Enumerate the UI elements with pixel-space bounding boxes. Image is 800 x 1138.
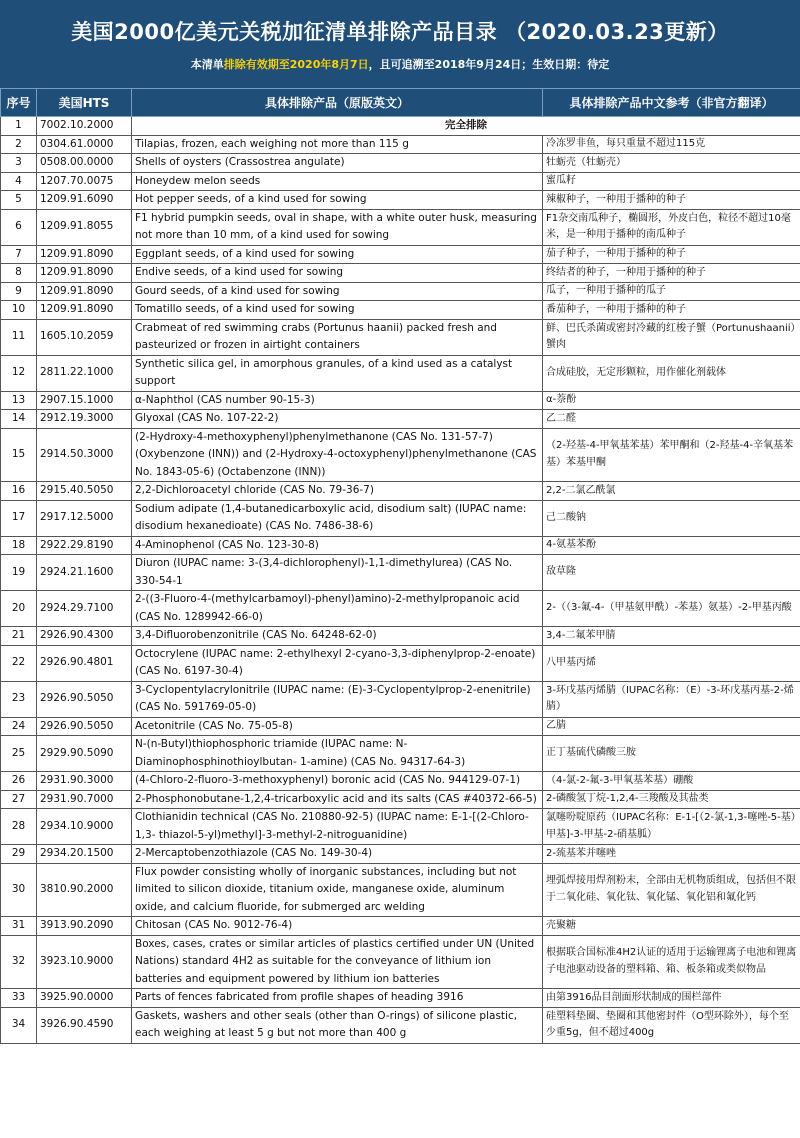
product-english: Eggplant seeds, of a kind used for sowing bbox=[132, 245, 543, 264]
product-english: 3,4-Difluorobenzonitrile (CAS No. 64248-62-0) bbox=[132, 627, 543, 646]
product-english: Clothianidin technical (CAS No. 210880-92-5) (IUPAC name: E-1-[(2-Chloro-1,3- thiazol-5-yl)methyl]-3-methyl-2-nitroguanidine) bbox=[132, 809, 543, 845]
product-chinese: F1杂交南瓜种子，椭圆形，外皮白色，粒径不超过10毫米，是一种用于播种的南瓜种子 bbox=[543, 209, 800, 245]
row-number: 21 bbox=[1, 627, 37, 646]
product-english: 4-Aminophenol (CAS No. 123-30-8) bbox=[132, 536, 543, 555]
hts-code: 1209.91.6090 bbox=[37, 191, 132, 210]
product-chinese: 3,4-二氟苯甲腈 bbox=[543, 627, 800, 646]
hts-code: 2915.40.5050 bbox=[37, 482, 132, 501]
product-chinese: 2-巯基苯并噻唑 bbox=[543, 845, 800, 864]
table-row bbox=[1, 172, 800, 191]
hts-code: 1209.91.8055 bbox=[37, 209, 132, 245]
product-english: Tilapias, frozen, each weighing not more than 115 g bbox=[132, 135, 543, 154]
table-row bbox=[1, 536, 800, 555]
table-body bbox=[1, 117, 800, 1044]
table-row bbox=[1, 772, 800, 791]
hts-code: 2934.20.1500 bbox=[37, 845, 132, 864]
product-chinese: 正丁基硫代磷酸三胺 bbox=[543, 736, 800, 772]
product-english: Crabmeat of red swimming crabs (Portunus haanii) packed fresh and pasteurized or frozen in airtight containers bbox=[132, 319, 543, 355]
row-number: 22 bbox=[1, 645, 37, 681]
product-chinese: 2-磷酸氢丁烷-1,2,4-三羧酸及其盐类 bbox=[543, 790, 800, 809]
product-chinese: 茄子种子，一种用于播种的种子 bbox=[543, 245, 800, 264]
hts-code: 1209.91.8090 bbox=[37, 282, 132, 301]
hts-code: 0508.00.0000 bbox=[37, 154, 132, 173]
hts-code: 2931.90.7000 bbox=[37, 790, 132, 809]
product-chinese: 冷冻罗非鱼，每只重量不超过115克 bbox=[543, 135, 800, 154]
product-english: 3-Cyclopentylacrylonitrile (IUPAC name: (E)-3-Cyclopentylprop-2-enenitrile) (CAS No. 591769-05-0) bbox=[132, 681, 543, 717]
product-chinese: 终结者的种子，一种用于播种的种子 bbox=[543, 264, 800, 283]
product-english: Synthetic silica gel, in amorphous granules, of a kind used as a catalyst support bbox=[132, 355, 543, 391]
full-exclusion-note: 完全排除 bbox=[132, 117, 800, 136]
hts-code: 2914.50.3000 bbox=[37, 428, 132, 482]
hts-code: 3923.10.9000 bbox=[37, 935, 132, 989]
table-row bbox=[1, 717, 800, 736]
product-english: 2,2-Dichloroacetyl chloride (CAS No. 79-36-7) bbox=[132, 482, 543, 501]
product-english: F1 hybrid pumpkin seeds, oval in shape, with a white outer husk, measuring not more than 10 mm, of a kind used for sowing bbox=[132, 209, 543, 245]
row-number: 23 bbox=[1, 681, 37, 717]
product-english: (2-Hydroxy-4-methoxyphenyl)phenylmethanone (CAS No. 131-57-7) (Oxybenzone (INN)) and (2-Hydroxy-4-octoxyphenyl)phenylmethanone (CAS No. 1843-05-6) (Octabenzone (INN)) bbox=[132, 428, 543, 482]
row-number: 27 bbox=[1, 790, 37, 809]
product-chinese: 辣椒种子，一种用于播种的种子 bbox=[543, 191, 800, 210]
product-english: 2-((3-Fluoro-4-(methylcarbamoyl)-phenyl)amino)-2-methylpropanoic acid (CAS No. 1289942-66-0) bbox=[132, 591, 543, 627]
table-row bbox=[1, 935, 800, 989]
table-row bbox=[1, 355, 800, 391]
hts-code: 2912.19.3000 bbox=[37, 410, 132, 429]
product-chinese: 埋弧焊接用焊剂粉末，全部由无机物质组成，包括但不限于二氧化硅、氧化钛、氧化锰、氧化铝和氟化钙 bbox=[543, 863, 800, 917]
row-number: 5 bbox=[1, 191, 37, 210]
product-english: 2-Mercaptobenzothiazole (CAS No. 149-30-4) bbox=[132, 845, 543, 864]
table-row bbox=[1, 681, 800, 717]
hts-code: 3810.90.2000 bbox=[37, 863, 132, 917]
table-row bbox=[1, 191, 800, 210]
product-chinese: 乙腈 bbox=[543, 717, 800, 736]
product-chinese: 鲜、巴氏杀菌或密封冷藏的红梭子蟹（Portunushaanii）蟹肉 bbox=[543, 319, 800, 355]
hts-code: 2924.29.7100 bbox=[37, 591, 132, 627]
row-number: 17 bbox=[1, 500, 37, 536]
hts-code: 0304.61.0000 bbox=[37, 135, 132, 154]
table-header-row bbox=[1, 89, 800, 117]
table-row bbox=[1, 282, 800, 301]
row-number: 8 bbox=[1, 264, 37, 283]
table-row bbox=[1, 319, 800, 355]
column-header-english: 具体排除产品（原版英文） bbox=[132, 89, 543, 117]
hts-code: 3926.90.4590 bbox=[37, 1007, 132, 1043]
subtitle-suffix: ，且可追溯至2018年9月24日；生效日期：待定 bbox=[368, 58, 610, 71]
hts-code: 1209.91.8090 bbox=[37, 264, 132, 283]
table-row bbox=[1, 245, 800, 264]
product-chinese: 牡蛎壳（牡蛎壳） bbox=[543, 154, 800, 173]
row-number: 25 bbox=[1, 736, 37, 772]
row-number: 20 bbox=[1, 591, 37, 627]
column-header-no: 序号 bbox=[1, 89, 37, 117]
hts-code: 2929.90.5090 bbox=[37, 736, 132, 772]
row-number: 2 bbox=[1, 135, 37, 154]
product-chinese: 根据联合国标准4H2认证的适用于运输锂离子电池和锂离子电池驱动设备的塑料箱、箱、板条箱或类似物品 bbox=[543, 935, 800, 989]
column-header-hts: 美国HTS bbox=[37, 89, 132, 117]
hts-code: 3925.90.0000 bbox=[37, 989, 132, 1008]
product-chinese: 2-（（3-氟-4-（甲基氨甲酰）-苯基）氨基）-2-甲基丙酸 bbox=[543, 591, 800, 627]
table-row bbox=[1, 482, 800, 501]
subtitle-highlight: 排除有效期至2020年8月7日 bbox=[223, 58, 369, 71]
table-row bbox=[1, 591, 800, 627]
table-row bbox=[1, 500, 800, 536]
product-chinese: 由第3916品目剖面形状制成的围栏部件 bbox=[543, 989, 800, 1008]
row-number: 33 bbox=[1, 989, 37, 1008]
row-number: 16 bbox=[1, 482, 37, 501]
product-chinese: （2-羟基-4-甲氧基苯基）苯甲酮和（2-羟基-4-辛氧基苯基）苯基甲酮 bbox=[543, 428, 800, 482]
product-english: N-(n-Butyl)thiophosphoric triamide (IUPAC name: N-Diaminophosphinothioylbutan- 1-amine) (CAS No. 94317-64-3) bbox=[132, 736, 543, 772]
row-number: 4 bbox=[1, 172, 37, 191]
table-row bbox=[1, 154, 800, 173]
table-row bbox=[1, 989, 800, 1008]
product-english: (4-Chloro-2-fluoro-3-methoxyphenyl) boronic acid (CAS No. 944129-07-1) bbox=[132, 772, 543, 791]
hts-code: 2922.29.8190 bbox=[37, 536, 132, 555]
table-row bbox=[1, 209, 800, 245]
product-english: Gaskets, washers and other seals (other than O-rings) of silicone plastic, each weighing at least 5 g but not more than 400 g bbox=[132, 1007, 543, 1043]
product-chinese: α-萘酚 bbox=[543, 391, 800, 410]
hts-code: 2926.90.4801 bbox=[37, 645, 132, 681]
row-number: 13 bbox=[1, 391, 37, 410]
product-chinese: 合成硅胶，无定形颗粒，用作催化剂载体 bbox=[543, 355, 800, 391]
product-english: 2-Phosphonobutane-1,2,4-tricarboxylic acid and its salts (CAS #40372-66-5) bbox=[132, 790, 543, 809]
product-chinese: 4-氨基苯酚 bbox=[543, 536, 800, 555]
column-header-chinese: 具体排除产品中文参考（非官方翻译） bbox=[543, 89, 800, 117]
row-number: 6 bbox=[1, 209, 37, 245]
subtitle-prefix: 本清单 bbox=[190, 58, 224, 71]
product-chinese: 硅塑料垫圈、垫圈和其他密封件（O型环除外），每个至少重5g，但不超过400g bbox=[543, 1007, 800, 1043]
hts-code: 2931.90.3000 bbox=[37, 772, 132, 791]
row-number: 26 bbox=[1, 772, 37, 791]
product-chinese: 2,2-二氯乙酰氯 bbox=[543, 482, 800, 501]
hts-code: 2926.90.5050 bbox=[37, 717, 132, 736]
product-english: Acetonitrile (CAS No. 75-05-8) bbox=[132, 717, 543, 736]
exclusion-table bbox=[0, 88, 800, 1044]
product-english: Hot pepper seeds, of a kind used for sowing bbox=[132, 191, 543, 210]
row-number: 12 bbox=[1, 355, 37, 391]
table-row bbox=[1, 627, 800, 646]
product-english: Glyoxal (CAS No. 107-22-2) bbox=[132, 410, 543, 429]
table-row bbox=[1, 1007, 800, 1043]
table-row bbox=[1, 863, 800, 917]
table-row bbox=[1, 301, 800, 320]
table-row bbox=[1, 117, 800, 136]
product-english: Sodium adipate (1,4-butanedicarboxylic acid, disodium salt) (IUPAC name: disodium hexanedioate) (CAS No. 7486-38-6) bbox=[132, 500, 543, 536]
product-chinese: 番茄种子，一种用于播种的种子 bbox=[543, 301, 800, 320]
row-number: 34 bbox=[1, 1007, 37, 1043]
row-number: 1 bbox=[1, 117, 37, 136]
document-title: 美国2000亿美元关税加征清单排除产品目录 （2020.03.23更新） bbox=[71, 20, 729, 44]
product-english: α-Naphthol (CAS number 90-15-3) bbox=[132, 391, 543, 410]
table-row bbox=[1, 264, 800, 283]
hts-code: 2907.15.1000 bbox=[37, 391, 132, 410]
product-chinese: 蜜瓜籽 bbox=[543, 172, 800, 191]
product-chinese: 敌草隆 bbox=[543, 555, 800, 591]
row-number: 9 bbox=[1, 282, 37, 301]
table-row bbox=[1, 845, 800, 864]
product-chinese: 瓜子，一种用于播种的瓜子 bbox=[543, 282, 800, 301]
table-row bbox=[1, 391, 800, 410]
hts-code: 3913.90.2090 bbox=[37, 917, 132, 936]
product-english: Endive seeds, of a kind used for sowing bbox=[132, 264, 543, 283]
product-chinese: 己二酸钠 bbox=[543, 500, 800, 536]
hts-code: 2917.12.5000 bbox=[37, 500, 132, 536]
hts-code: 7002.10.2000 bbox=[37, 117, 132, 136]
product-chinese: （4-氯-2-氟-3-甲氧基苯基）硼酸 bbox=[543, 772, 800, 791]
product-english: Parts of fences fabricated from profile shapes of heading 3916 bbox=[132, 989, 543, 1008]
table-row bbox=[1, 135, 800, 154]
product-chinese: 乙二醛 bbox=[543, 410, 800, 429]
row-number: 7 bbox=[1, 245, 37, 264]
table-row bbox=[1, 917, 800, 936]
hts-code: 2926.90.4300 bbox=[37, 627, 132, 646]
row-number: 10 bbox=[1, 301, 37, 320]
product-english: Gourd seeds, of a kind used for sowing bbox=[132, 282, 543, 301]
row-number: 14 bbox=[1, 410, 37, 429]
product-chinese: 八甲基丙烯 bbox=[543, 645, 800, 681]
product-chinese: 3-环戊基丙烯腈（IUPAC名称：（E）-3-环戊基丙基-2-烯腈） bbox=[543, 681, 800, 717]
row-number: 32 bbox=[1, 935, 37, 989]
row-number: 29 bbox=[1, 845, 37, 864]
document-subtitle bbox=[0, 56, 800, 72]
product-english: Tomatillo seeds, of a kind used for sowing bbox=[132, 301, 543, 320]
row-number: 24 bbox=[1, 717, 37, 736]
table-row bbox=[1, 790, 800, 809]
table-row bbox=[1, 555, 800, 591]
table-row bbox=[1, 809, 800, 845]
row-number: 31 bbox=[1, 917, 37, 936]
product-english: Diuron (IUPAC name: 3-(3,4-dichlorophenyl)-1,1-dimethylurea) (CAS No. 330-54-1 bbox=[132, 555, 543, 591]
table-row bbox=[1, 410, 800, 429]
row-number: 11 bbox=[1, 319, 37, 355]
document-header bbox=[0, 0, 800, 88]
hts-code: 2924.21.1600 bbox=[37, 555, 132, 591]
hts-code: 2926.90.5050 bbox=[37, 681, 132, 717]
row-number: 15 bbox=[1, 428, 37, 482]
hts-code: 1207.70.0075 bbox=[37, 172, 132, 191]
row-number: 30 bbox=[1, 863, 37, 917]
hts-code: 1209.91.8090 bbox=[37, 301, 132, 320]
row-number: 18 bbox=[1, 536, 37, 555]
product-english: Boxes, cases, crates or similar articles of plastics certified under UN (United Nations) standard 4H2 as suitable for the conveyance of lithium ion batteries and equipment powered by lithium ion batteries bbox=[132, 935, 543, 989]
product-english: Octocrylene (IUPAC name: 2-ethylhexyl 2-cyano-3,3-diphenylprop-2-enoate) (CAS No. 6197-30-4) bbox=[132, 645, 543, 681]
hts-code: 1605.10.2059 bbox=[37, 319, 132, 355]
product-english: Chitosan (CAS No. 9012-76-4) bbox=[132, 917, 543, 936]
table-row bbox=[1, 645, 800, 681]
row-number: 28 bbox=[1, 809, 37, 845]
row-number: 3 bbox=[1, 154, 37, 173]
hts-code: 1209.91.8090 bbox=[37, 245, 132, 264]
product-english: Flux powder consisting wholly of inorganic substances, including but not limited to silicon dioxide, titanium oxide, manganese oxide, aluminum oxide, and calcium fluoride, for submerged arc welding bbox=[132, 863, 543, 917]
table-row bbox=[1, 428, 800, 482]
table-row bbox=[1, 736, 800, 772]
product-chinese: 壳聚糖 bbox=[543, 917, 800, 936]
product-english: Honeydew melon seeds bbox=[132, 172, 543, 191]
product-english: Shells of oysters (Crassostrea angulate) bbox=[132, 154, 543, 173]
row-number: 19 bbox=[1, 555, 37, 591]
hts-code: 2934.10.9000 bbox=[37, 809, 132, 845]
hts-code: 2811.22.1000 bbox=[37, 355, 132, 391]
product-chinese: 氯噻吩啶原药（IUPAC名称：E-1-[（2-氯-1,3-噻唑-5-基）甲基]-3-甲基-2-硝基胍） bbox=[543, 809, 800, 845]
